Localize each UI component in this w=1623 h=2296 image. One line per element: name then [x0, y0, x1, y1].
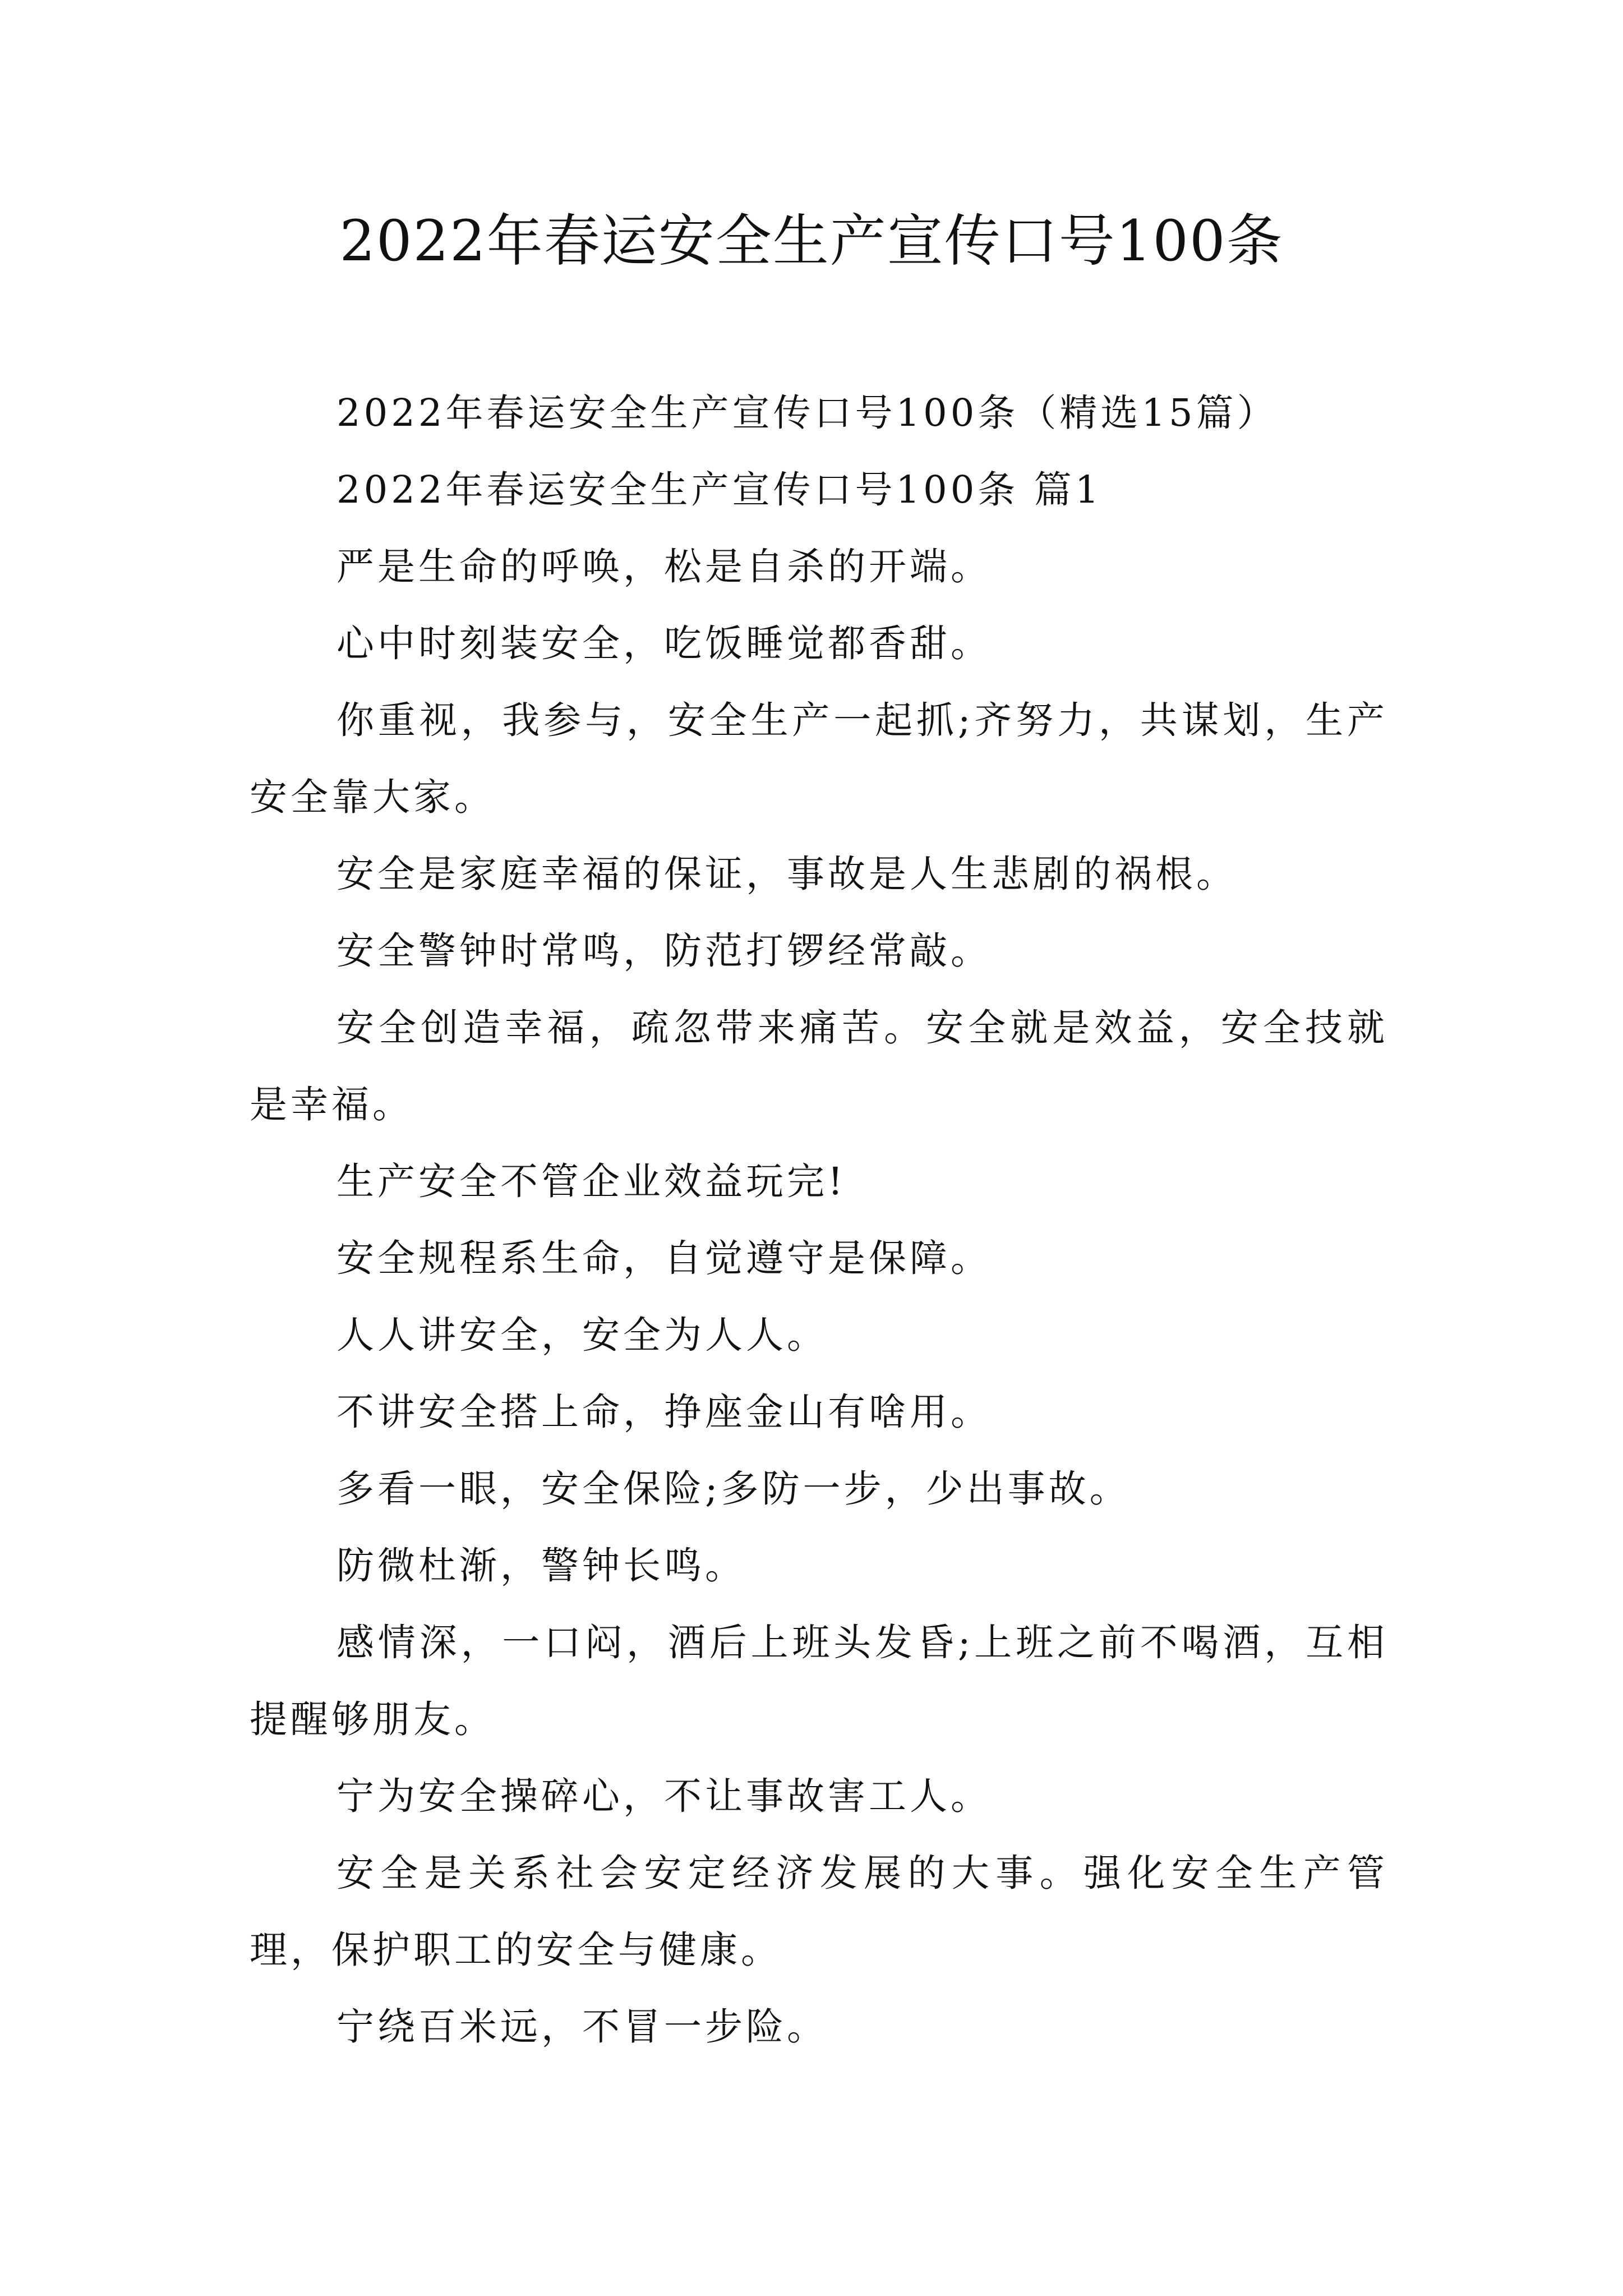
- paragraph: 安全规程系生命，自觉遵守是保障。: [336, 1236, 992, 1280]
- paragraph-subtitle: 2022年春运安全生产宣传口号100条（精选15篇）: [336, 391, 1278, 435]
- paragraph: 宁绕百米远，不冒一步险。: [336, 2005, 828, 2049]
- paragraph-section-heading: 2022年春运安全生产宣传口号100条 篇1: [336, 468, 1103, 512]
- paragraph: 防微杜渐，警钟长鸣。: [336, 1544, 746, 1588]
- paragraph: 不讲安全搭上命，挣座金山有啥用。: [336, 1390, 992, 1434]
- paragraph: 多看一眼，安全保险;多防一步，少出事故。: [336, 1467, 1131, 1511]
- paragraph: 安全创造幸福，疏忽带来痛苦。安全就是效益，安全技就是幸福。: [250, 1006, 1388, 1126]
- paragraph: 安全警钟时常鸣，防范打锣经常敲。: [336, 929, 992, 973]
- paragraph: 心中时刻装安全，吃饭睡觉都香甜。: [336, 622, 992, 665]
- paragraph: 感情深，一口闷，酒后上班头发昏;上班之前不喝酒，互相提醒够朋友。: [250, 1621, 1388, 1741]
- paragraph: 你重视，我参与，安全生产一起抓;齐努力，共谋划，生产安全靠大家。: [250, 698, 1388, 819]
- paragraph: 严是生命的呼唤，松是自杀的开端。: [336, 545, 992, 588]
- paragraph: 人人讲安全，安全为人人。: [336, 1313, 828, 1357]
- paragraph: 宁为安全操碎心，不让事故害工人。: [336, 1774, 992, 1818]
- paragraph: 安全是关系社会安定经济发展的大事。强化安全生产管理，保护职工的安全与健康。: [250, 1851, 1388, 1972]
- paragraph: 安全是家庭幸福的保证，事故是人生悲剧的祸根。: [336, 852, 1237, 896]
- document-title: 2022年春运安全生产宣传口号100条: [339, 208, 1284, 274]
- paragraph: 生产安全不管企业效益玩完!: [336, 1159, 846, 1203]
- document-body: [250, 375, 1388, 2065]
